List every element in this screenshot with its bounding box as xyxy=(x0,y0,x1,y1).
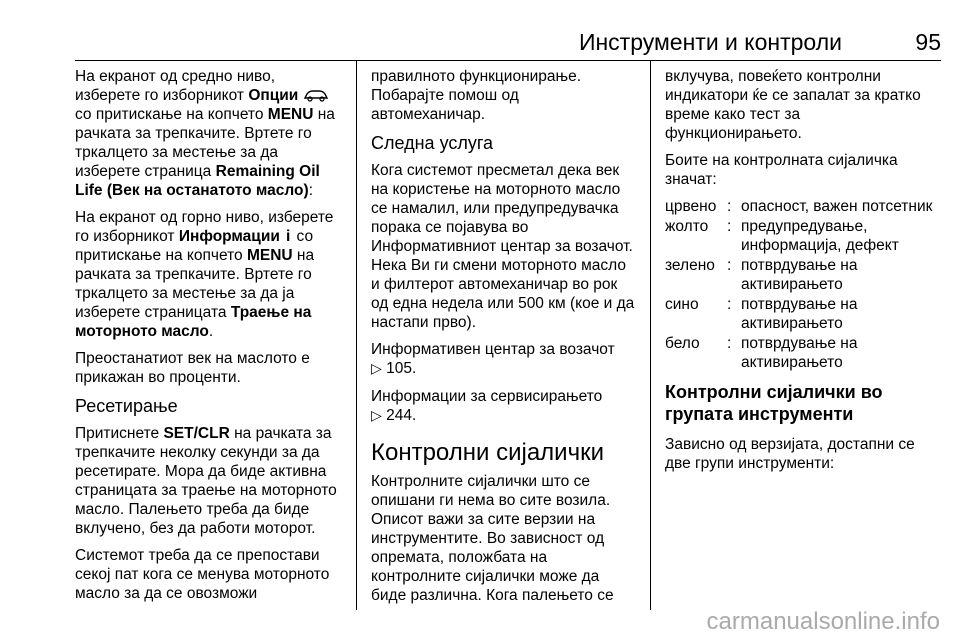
column-divider-2 xyxy=(650,60,651,610)
color-name: бело xyxy=(665,335,700,352)
text: Притиснете xyxy=(75,425,160,442)
text: Информации за сервисирањето xyxy=(371,388,603,405)
header-divider xyxy=(75,60,941,61)
paragraph-continued: правилното функционирање. Побарајте помош од автомеханичар. xyxy=(371,68,582,123)
paragraph-next-service: Кога системот пресметал дека век на користење на моторното масло се намалил, или предупредувачка порака се појавува во Информативниот центар за возачот. Нека Ви ги смени моторното масло и филтерот автомеханичар во рок од една недела или 500 км (кое и да настапи прво). xyxy=(371,162,635,331)
column-2 xyxy=(371,67,637,613)
paragraph-options-menu xyxy=(75,67,343,200)
paragraph-control-lights: Контролните сијалички што се опишани ги нема во сите возила. Описот важи за сите верзии на инструментите. Во зависност од опремата, положбата на контролните сијалички може да биде различна. Кога палењето се xyxy=(371,473,614,604)
separator: : xyxy=(727,218,732,235)
text: Информативен центар за возачот xyxy=(371,341,615,358)
color-meaning: предупредување, информација, дефект xyxy=(741,218,899,254)
color-meaning: потврдување на активирањето xyxy=(741,257,858,293)
color-row xyxy=(665,197,941,217)
color-row xyxy=(665,334,941,373)
menu-button-label: MENU xyxy=(267,106,314,123)
color-name: зелено xyxy=(665,257,715,274)
page-reference[interactable]: 244. xyxy=(386,407,417,424)
page-reference[interactable]: 105. xyxy=(386,360,417,377)
text: на рачката за трепкачите. Вртете го тркалцето за местење за да ја изберете страницата xyxy=(75,247,315,321)
arrow-icon: ▷ xyxy=(371,361,382,377)
menu-options-label: Опции xyxy=(248,87,299,104)
column-3 xyxy=(665,67,941,481)
arrow-icon: ▷ xyxy=(371,408,382,424)
engine-oil-life-label: Траење на моторното масло xyxy=(75,304,312,340)
column-divider-1 xyxy=(356,60,357,610)
light-colors-table xyxy=(665,197,941,373)
heading-next-service: Следна услуга xyxy=(371,133,494,153)
color-row xyxy=(665,256,941,295)
menu-info-label: Информации xyxy=(178,228,280,245)
paragraph-remaining-life: Преостанатиот век на маслото е прикажан во проценти. xyxy=(75,350,310,386)
color-row xyxy=(665,295,941,334)
separator: : xyxy=(727,335,732,352)
text: на рачката за трепкачите. Вртете го тркалцето за местење за да изберете страница xyxy=(75,106,335,180)
paragraph-system-reset: Системот треба да се препостави секој пат кога се менува моторното масло за да се овозможи xyxy=(75,547,330,602)
paragraph-info-menu xyxy=(75,208,343,341)
cross-reference-service-info[interactable] xyxy=(371,387,637,426)
text: со притискање на копчето xyxy=(75,106,264,123)
color-meaning: потврдување на активирањето xyxy=(741,335,858,371)
text: На екранот од горно ниво, изберете го изборникот xyxy=(75,209,334,245)
menu-button-label: MENU xyxy=(246,247,293,264)
oil-life-page-label: Remaining Oil Life (Век на останатото масло) xyxy=(75,163,320,199)
paragraph-instrument-groups: Зависно од верзијата, достапни се две групи инструменти: xyxy=(665,436,915,472)
cross-reference-driver-info[interactable] xyxy=(371,340,637,379)
text: на рачката за трепкачите неколку секунди за да ресетирате. Мора да биде активна страницата за траење на моторното масло. Палењето треба да биде вклучено, без да работи моторот. xyxy=(75,425,337,537)
heading-control-lights: Контролни сијалички xyxy=(371,439,604,466)
paragraph-lights-test: вклучува, повеќето контролни индикатори ќе се запалат за кратко време како тест за функционирањето. xyxy=(665,68,921,142)
page-header-title: Инструменти и контроли xyxy=(578,29,842,55)
car-settings-icon xyxy=(303,88,329,102)
separator: : xyxy=(727,257,732,274)
paragraph-reset xyxy=(75,424,343,538)
set-clr-button-label: SET/CLR xyxy=(163,425,230,442)
info-icon: i xyxy=(286,228,291,245)
color-row xyxy=(665,217,941,256)
color-meaning: потврдување на активирањето xyxy=(741,296,858,332)
color-name: црвено xyxy=(665,198,717,215)
color-name: сино xyxy=(665,296,699,313)
watermark: carmanualsonline.info xyxy=(706,608,940,635)
text: со притискање на копчето xyxy=(75,228,314,264)
text: . xyxy=(208,323,214,340)
separator: : xyxy=(727,296,732,313)
color-name: жолто xyxy=(665,218,709,235)
column-1 xyxy=(75,67,343,611)
text: На екранот од средно ниво, изберете го изборникот xyxy=(75,68,276,104)
separator: : xyxy=(727,198,732,215)
heading-instrument-group-lights: Контролни сијалички во групата инструменти xyxy=(665,382,883,424)
color-meaning: опасност, важен потсетник xyxy=(741,198,933,215)
text: : xyxy=(308,182,313,199)
paragraph-colors-intro: Боите на контролната сијаличка значат: xyxy=(665,152,898,188)
page-number: 95 xyxy=(915,29,941,55)
heading-reset: Ресетирање xyxy=(75,396,178,416)
